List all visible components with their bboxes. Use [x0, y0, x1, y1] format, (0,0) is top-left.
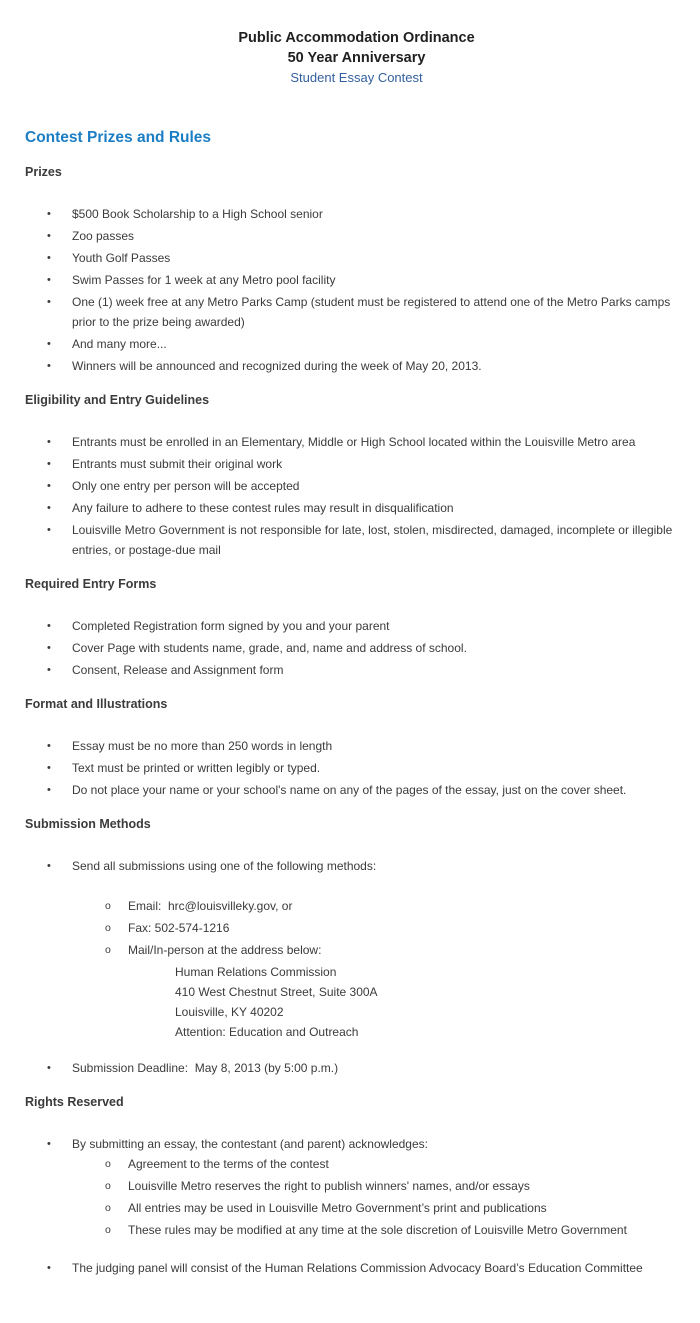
bullet-content — [72, 638, 688, 658]
sub-bullet-text: All entries may be used in Louisville Metro Government’s print and publications — [128, 1201, 547, 1215]
bullet-icon: • — [47, 480, 51, 492]
list-item — [25, 334, 688, 354]
list-item — [25, 1134, 688, 1242]
bullet-content — [72, 616, 688, 636]
bullet-icon: • — [47, 664, 51, 676]
bullet-text: The judging panel will consist of the Human Relations Commission Advocacy Board’s Education Committee — [72, 1261, 643, 1275]
bullet-icon: • — [47, 860, 51, 872]
bullet-icon: • — [47, 1262, 51, 1274]
sub-list — [105, 896, 688, 960]
address-line: Human Relations Commission — [175, 965, 337, 979]
sub-list-item — [105, 1220, 688, 1240]
list-item — [25, 432, 688, 452]
bullet-text: Only one entry per person will be accepted — [72, 479, 300, 493]
bullet-content — [72, 736, 688, 756]
sub-bullet-text: Fax: 502-574-1216 — [128, 921, 230, 935]
bullet-content — [72, 334, 688, 354]
section-required-entry-forms — [25, 574, 688, 680]
list-item — [25, 226, 688, 246]
bullet-content — [72, 226, 688, 246]
bullet-icon: • — [47, 208, 51, 220]
address-line: Attention: Education and Outreach — [175, 1025, 359, 1039]
bullet-content — [72, 270, 688, 290]
sub-bullet-text: Agreement to the terms of the contest — [128, 1157, 329, 1171]
bullet-icon: • — [47, 1062, 51, 1074]
sub-list-item — [105, 1154, 688, 1174]
circle-bullet-icon: o — [105, 1158, 111, 1170]
circle-bullet-icon: o — [105, 1202, 111, 1214]
bullet-text: Louisville Metro Government is not responsible for late, lost, stolen, misdirected, damaged, incomplete or illegible entries, or postage-due mail — [72, 523, 676, 557]
bullet-text: Do not place your name or your school's name on any of the pages of the essay, just on the cover sheet. — [72, 783, 627, 797]
list-item — [25, 476, 688, 496]
sub-bullet-text: Louisville Metro reserves the right to publish winners' names, and/or essays — [128, 1179, 530, 1193]
section-rights-reserved — [25, 1092, 688, 1278]
list-item — [25, 498, 688, 518]
list-item — [25, 356, 688, 376]
sub-bullet-text: Mail/In-person at the address below: — [128, 943, 322, 957]
section-heading-eligibility-and-entry-guidelines: Eligibility and Entry Guidelines — [25, 393, 210, 407]
section-heading-format-and-illustrations: Format and Illustrations — [25, 697, 168, 711]
list-item — [25, 1258, 688, 1278]
bullet-content — [72, 476, 688, 496]
bullet-icon: • — [47, 502, 51, 514]
document-title-line-2: 50 Year Anniversary — [287, 50, 426, 66]
section-format-and-illustrations — [25, 694, 688, 800]
bullet-text: And many more... — [72, 337, 167, 351]
bullet-icon: • — [47, 436, 51, 448]
section-heading-submission-methods: Submission Methods — [25, 817, 151, 831]
circle-bullet-icon: o — [105, 1224, 111, 1236]
sub-list-item — [105, 1176, 688, 1196]
list-item — [25, 248, 688, 268]
bullet-content — [72, 248, 688, 268]
bullet-icon: • — [47, 762, 51, 774]
bullet-icon: • — [47, 360, 51, 372]
bullet-text: Swim Passes for 1 week at any Metro pool facility — [72, 273, 336, 287]
bullet-content — [72, 432, 688, 452]
bullet-icon: • — [47, 784, 51, 796]
sub-list-item — [105, 940, 688, 960]
bullet-content — [72, 356, 688, 376]
circle-bullet-icon: o — [105, 944, 111, 956]
sub-list — [105, 1154, 688, 1240]
bullet-content — [72, 1258, 688, 1278]
bullet-list-required-entry-forms — [25, 616, 688, 680]
circle-bullet-icon: o — [105, 922, 111, 934]
list-item — [25, 454, 688, 474]
bullet-icon: • — [47, 230, 51, 242]
section-eligibility-and-entry-guidelines — [25, 390, 688, 560]
bullet-icon: • — [47, 524, 51, 536]
bullet-text: Winners will be announced and recognized during the week of May 20, 2013. — [72, 359, 482, 373]
bullet-content — [72, 780, 688, 800]
address-block — [175, 962, 688, 1042]
list-item — [25, 638, 688, 658]
section-prizes — [25, 162, 688, 376]
bullet-text: One (1) week free at any Metro Parks Camp (student must be registered to attend one of the Metro Parks camps prior to the prize being awarded) — [72, 295, 674, 329]
bullet-list-eligibility-and-entry-guidelines — [25, 432, 688, 560]
list-item — [25, 292, 688, 332]
bullet-icon: • — [47, 642, 51, 654]
bullet-text: Text must be printed or written legibly or typed. — [72, 761, 321, 775]
bullet-content — [72, 758, 688, 778]
bullet-list-prizes — [25, 204, 688, 376]
list-item — [25, 204, 688, 224]
list-item — [25, 736, 688, 756]
section-heading-rights-reserved: Rights Reserved — [25, 1095, 124, 1109]
list-item — [25, 520, 688, 560]
bullet-text: Entrants must be enrolled in an Elementary, Middle or High School located within the Louisville Metro area — [72, 435, 636, 449]
bullet-text: Any failure to adhere to these contest rules may result in disqualification — [72, 501, 454, 515]
bullet-list-rights-reserved — [25, 1134, 688, 1278]
list-item — [25, 780, 688, 800]
sub-list-item — [105, 918, 688, 938]
page-title: Contest Prizes and Rules — [25, 129, 212, 146]
bullet-content — [72, 856, 688, 1042]
bullet-icon: • — [47, 252, 51, 264]
bullet-icon: • — [47, 338, 51, 350]
list-item — [25, 660, 688, 680]
bullet-content — [72, 498, 688, 518]
sub-bullet-text: These rules may be modified at any time at the sole discretion of Louisville Metro Government — [128, 1223, 627, 1237]
bullet-content — [72, 520, 688, 560]
bullet-text: Consent, Release and Assignment form — [72, 663, 284, 677]
document-subtitle: Student Essay Contest — [290, 70, 423, 85]
document-title-line-1: Public Accommodation Ordinance — [238, 30, 475, 46]
list-item — [25, 758, 688, 778]
bullet-text: Entrants must submit their original work — [72, 457, 283, 471]
bullet-text: Essay must be no more than 250 words in length — [72, 739, 333, 753]
bullet-icon: • — [47, 458, 51, 470]
circle-bullet-icon: o — [105, 1180, 111, 1192]
sub-bullet-text: Email: hrc@louisvilleky.gov, or — [128, 899, 293, 913]
bullet-list-submission-methods — [25, 856, 688, 1078]
document-title-block — [25, 28, 688, 88]
circle-bullet-icon: o — [105, 900, 111, 912]
bullet-text: Completed Registration form signed by you and your parent — [72, 619, 390, 633]
bullet-content — [72, 1058, 688, 1078]
bullet-text: Send all submissions using one of the following methods: — [72, 859, 377, 873]
bullet-text: Cover Page with students name, grade, and, name and address of school. — [72, 641, 467, 655]
bullet-content — [72, 292, 688, 332]
address-line: 410 West Chestnut Street, Suite 300A — [175, 985, 378, 999]
document-body — [25, 162, 688, 1278]
bullet-icon: • — [47, 1138, 51, 1150]
bullet-icon: • — [47, 296, 51, 308]
section-submission-methods — [25, 814, 688, 1078]
bullet-icon: • — [47, 740, 51, 752]
bullet-content — [72, 454, 688, 474]
list-item — [25, 616, 688, 636]
section-heading-required-entry-forms: Required Entry Forms — [25, 577, 157, 591]
bullet-content — [72, 660, 688, 680]
section-heading-prizes: Prizes — [25, 165, 62, 179]
bullet-list-format-and-illustrations — [25, 736, 688, 800]
bullet-text: By submitting an essay, the contestant (and parent) acknowledges: — [72, 1137, 428, 1151]
bullet-content — [72, 204, 688, 224]
list-item — [25, 270, 688, 290]
bullet-text: Submission Deadline: May 8, 2013 (by 5:00 p.m.) — [72, 1061, 339, 1075]
sub-list-item — [105, 1198, 688, 1218]
bullet-icon: • — [47, 620, 51, 632]
bullet-content — [72, 1134, 688, 1242]
bullet-text: Youth Golf Passes — [72, 251, 171, 265]
sub-list-item — [105, 896, 688, 916]
list-item — [25, 1058, 688, 1078]
list-item — [25, 856, 688, 1042]
bullet-text: $500 Book Scholarship to a High School senior — [72, 207, 323, 221]
bullet-text: Zoo passes — [72, 229, 135, 243]
bullet-icon: • — [47, 274, 51, 286]
address-line: Louisville, KY 40202 — [175, 1005, 284, 1019]
